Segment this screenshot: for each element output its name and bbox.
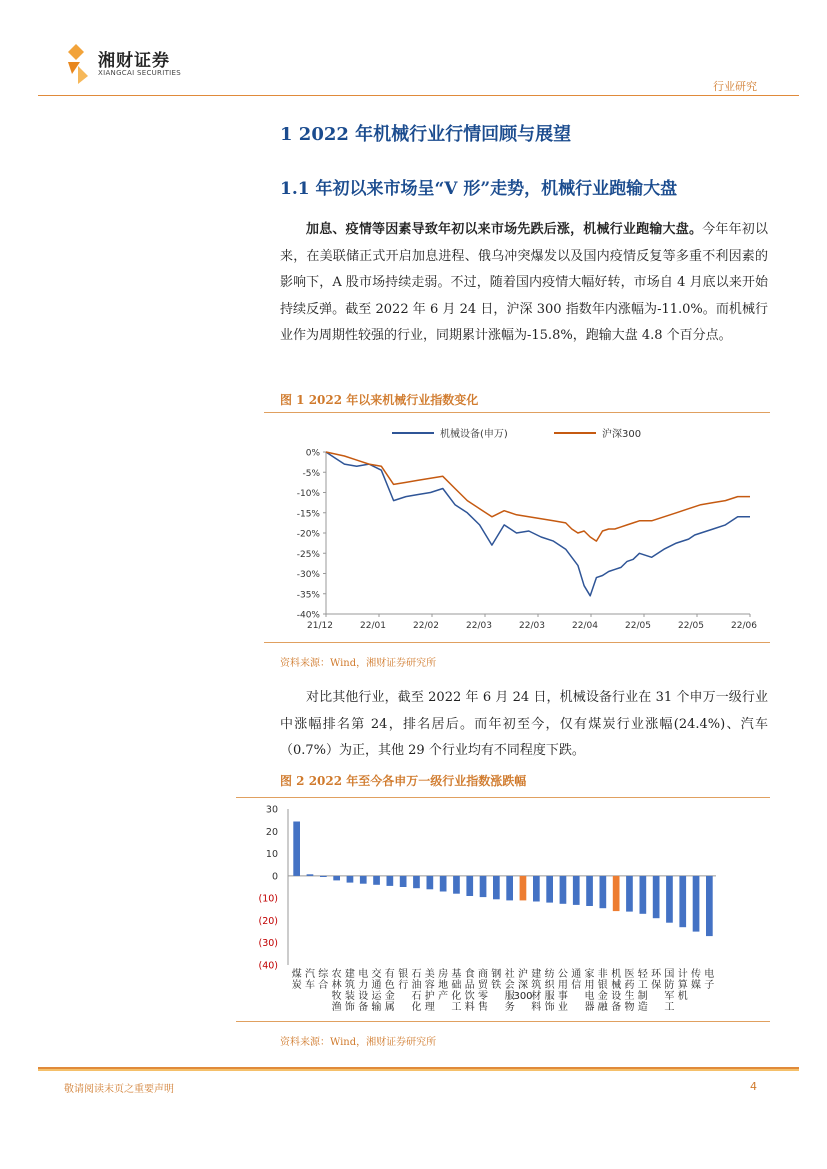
chart2-y-tick-label: (10) xyxy=(258,893,278,905)
bar xyxy=(640,876,647,914)
figure1-source: 资料来源：Wind，湘财证券研究所 xyxy=(280,658,437,669)
category-label: 综合 xyxy=(318,969,329,991)
category-label: 国防军工 xyxy=(664,969,675,1013)
bar xyxy=(586,876,593,906)
chart1-y-tick-label: -40% xyxy=(296,610,320,621)
category-label: 通信 xyxy=(571,969,582,991)
category-label: 传媒 xyxy=(691,969,701,991)
bar xyxy=(347,876,354,883)
figure1-top-rule xyxy=(264,412,770,413)
bar xyxy=(360,876,367,884)
bar xyxy=(453,876,460,894)
bar xyxy=(679,876,686,927)
chart2-y-tick-label: (20) xyxy=(258,915,278,927)
company-logo-icon xyxy=(62,42,92,86)
chart1-y-tick-label: -25% xyxy=(296,549,320,560)
category-label: 轻工制造 xyxy=(637,969,648,1013)
category-label: 沪深 300 xyxy=(513,969,533,1002)
category-label: 美容护理 xyxy=(424,969,435,1013)
figure2-bottom-rule xyxy=(236,1021,770,1022)
category-label: 农林牧渔 xyxy=(331,969,342,1013)
brand-name-cn: 湘财证券 xyxy=(98,51,170,71)
bar xyxy=(466,876,473,896)
bar xyxy=(333,876,340,881)
chart1-x-tick-label: 22/04 xyxy=(572,621,598,631)
paragraph-market-review xyxy=(280,217,768,350)
category-label: 社会服务 xyxy=(504,969,515,1013)
figure2-top-rule xyxy=(236,797,770,798)
bar xyxy=(573,876,580,905)
category-label: 建筑材料 xyxy=(531,969,542,1013)
bar xyxy=(520,876,527,901)
chart1-x-tick-label: 22/03 xyxy=(519,621,545,631)
figure1-bottom-rule xyxy=(264,642,770,643)
bar xyxy=(320,876,327,877)
bar xyxy=(546,876,553,903)
category-label: 非银金融 xyxy=(597,969,608,1013)
category-label: 房地产 xyxy=(438,969,449,1002)
bar xyxy=(626,876,633,912)
chart1-x-tick-label: 22/02 xyxy=(413,621,439,631)
category-label: 煤炭 xyxy=(291,969,302,991)
chart1-y-tick-label: -15% xyxy=(296,509,320,520)
bar-chart xyxy=(236,799,770,1019)
bar xyxy=(706,876,713,936)
chart1-y-tick-label: -20% xyxy=(296,529,320,540)
line-chart xyxy=(264,414,770,640)
bar xyxy=(666,876,673,923)
category-label: 家用电器 xyxy=(584,969,595,1013)
category-label: 建筑装饰 xyxy=(344,969,355,1013)
figure2-source: 资料来源：Wind，湘财证券研究所 xyxy=(280,1037,437,1048)
chart1-y-tick-label: 0% xyxy=(305,448,320,459)
bar xyxy=(506,876,513,901)
bar xyxy=(293,822,300,876)
category-label: 机械设备 xyxy=(611,969,622,1013)
chart2-background xyxy=(236,799,770,1019)
chart2-y-tick-label: (40) xyxy=(258,960,278,972)
chart1-x-tick-label: 21/12 xyxy=(307,621,333,631)
category-label: 商贸零售 xyxy=(478,969,488,1013)
bar xyxy=(693,876,700,932)
bar xyxy=(560,876,567,904)
legend-label-machinery: 机械设备(申万) xyxy=(440,429,508,440)
category-label: 环保 xyxy=(651,969,662,991)
category-label: 电子 xyxy=(704,969,715,991)
figure1-title: 图 1 2022 年以来机械行业指数变化 xyxy=(280,393,479,407)
paragraph-industry-compare: 对比其他行业，截至 2022 年 6 月 24 日，机械设备行业在 31 个申万一级行业中涨幅排名第 24，排名居后。而年初至今，仅有煤炭行业涨幅(24.4%)、汽车（0.7%）为正，其他 29 个行业均有不同程度下跌。 xyxy=(280,690,768,758)
category-label: 食品饮料 xyxy=(464,969,475,1013)
category-label: 计算机 xyxy=(677,969,688,1002)
category-label: 钢铁 xyxy=(491,969,502,991)
chart1-x-tick-label: 22/01 xyxy=(360,621,386,631)
bar xyxy=(600,876,607,908)
chart1-y-tick-label: -5% xyxy=(302,468,320,479)
category-label: 交通运输 xyxy=(371,969,382,1013)
page-number: 4 xyxy=(750,1080,757,1093)
paragraph-body: 今年年初以来，在美联储正式开启加息进程、俄乌冲突爆发以及国内疫情反复等多重不利因素的影响下，A 股市场持续走弱。不过，随着国内疫情大幅好转，市场自 4 月底以来开始持续反弹。截至 2022 年 6 月 24 日，沪深 300 指数年内涨幅为-11.0%。而机械行业作为周期性较强的行业，同期累计涨幅为-15.8%，跑输大盘 4.8 个百分点。 xyxy=(280,222,768,343)
chart1-x-tick-label: 22/06 xyxy=(731,621,757,631)
bar xyxy=(387,876,394,886)
category-label: 基础化工 xyxy=(451,969,462,1013)
bar xyxy=(440,876,447,892)
bar xyxy=(400,876,407,887)
bar xyxy=(480,876,487,897)
chart2-y-tick-label: (30) xyxy=(258,938,278,950)
chart2-y-tick-label: 30 xyxy=(265,804,278,816)
category-label: 汽车 xyxy=(305,969,315,991)
chart1-x-tick-label: 22/05 xyxy=(625,621,651,631)
section-heading: 1 2022 年机械行业行情回顾与展望 xyxy=(280,124,572,145)
category-label: 银行 xyxy=(398,969,409,991)
bar xyxy=(427,876,434,889)
chart2-y-tick-label: 10 xyxy=(265,849,278,861)
brand-name-en: XIANGCAI SECURITIES xyxy=(98,69,181,77)
category-label: 电力设备 xyxy=(358,969,369,1013)
chart1-y-tick-label: -10% xyxy=(296,489,320,499)
chart2-y-tick-label: 20 xyxy=(265,826,278,838)
chart2-y-tick-label: 0 xyxy=(271,871,278,883)
chart1-background xyxy=(264,414,770,640)
bar xyxy=(373,876,380,885)
chart1-y-tick-label: -30% xyxy=(296,570,320,580)
bar xyxy=(613,876,620,911)
category-label: 有色金属 xyxy=(384,969,395,1013)
category-label: 纺织服饰 xyxy=(544,969,555,1013)
bar xyxy=(307,874,314,876)
footer-disclaimer-note: 敬请阅读末页之重要声明 xyxy=(64,1084,174,1095)
footer-stripe xyxy=(38,1067,799,1071)
header-divider xyxy=(38,95,799,96)
chart1-y-tick-label: -35% xyxy=(296,590,320,601)
bar xyxy=(493,876,500,899)
bar xyxy=(533,876,540,902)
legend-label-hs300: 沪深300 xyxy=(602,429,642,440)
figure2-title: 图 2 2022 年至今各申万一级行业指数涨跌幅 xyxy=(280,774,527,788)
chart1-x-tick-label: 22/03 xyxy=(466,621,492,631)
bar xyxy=(413,876,420,888)
bar xyxy=(653,876,660,918)
paragraph-lead: 加息、疫情等因素导致年初以来市场先跌后涨，机械行业跑输大盘。 xyxy=(306,222,703,237)
subsection-heading: 1.1 年初以来市场呈“V 形”走势，机械行业跑输大盘 xyxy=(280,179,678,199)
category-label: 公用事业 xyxy=(557,969,568,1013)
chart1-x-tick-label: 22/05 xyxy=(678,621,704,631)
category-label: 医药生物 xyxy=(624,969,635,1013)
category-label: 石油石化 xyxy=(411,969,422,1013)
header-category-tag: 行业研究 xyxy=(713,80,757,93)
